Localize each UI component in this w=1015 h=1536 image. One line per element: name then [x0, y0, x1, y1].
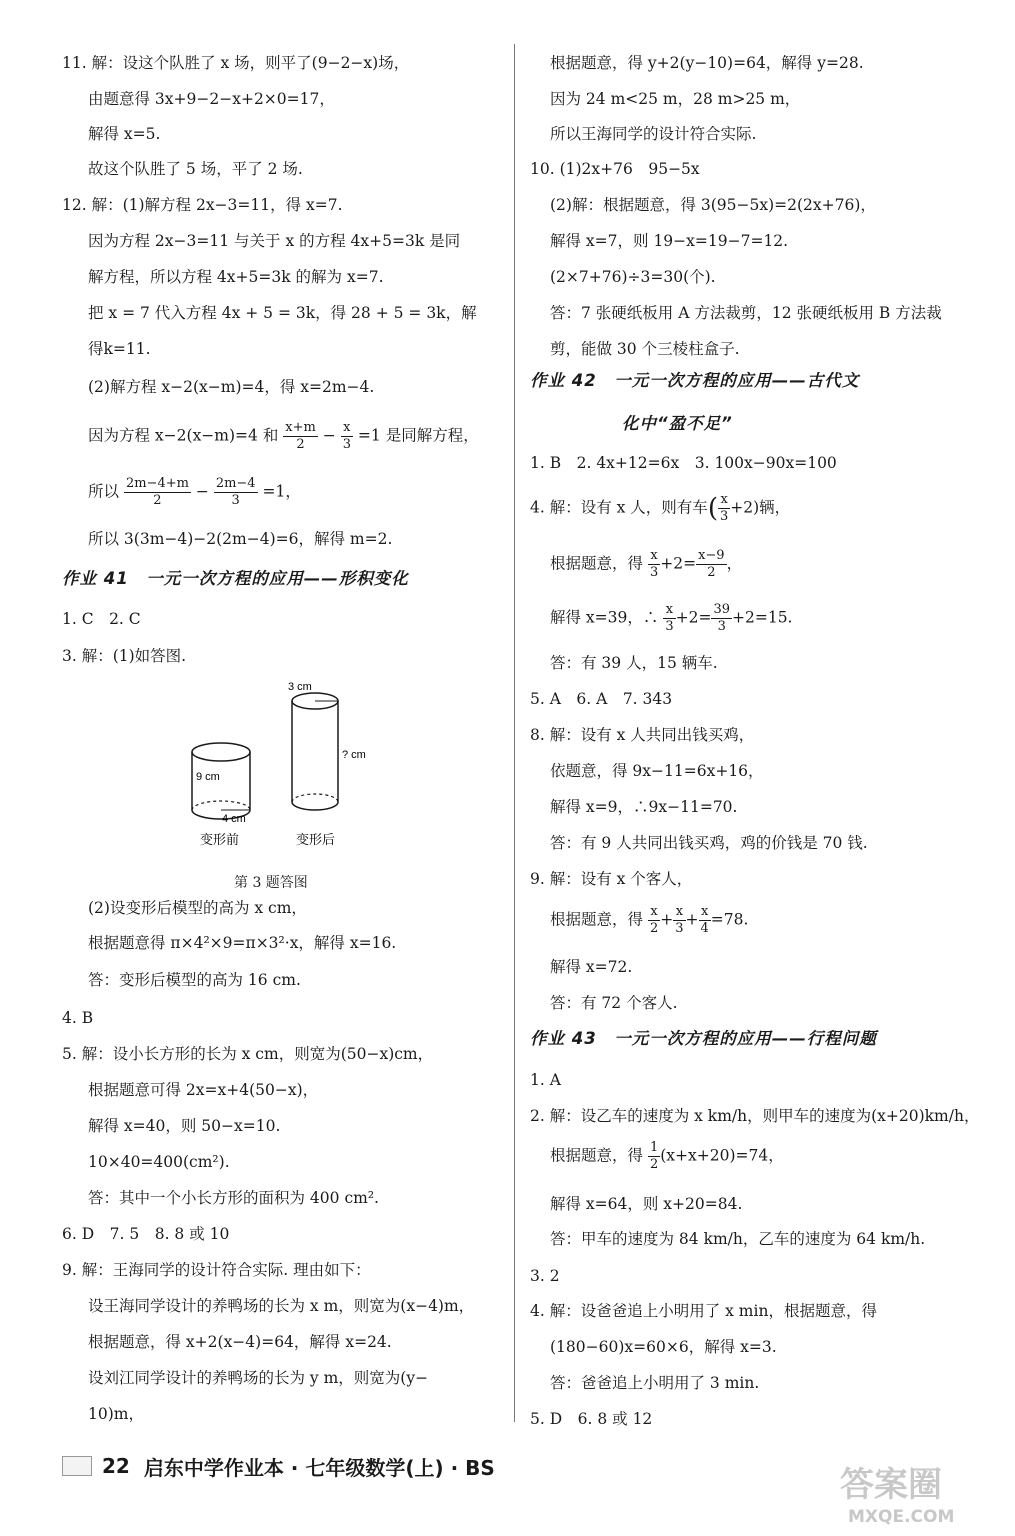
- left4-line-13: 设刘江同学设计的养鸭场的长为 y m，则宽为(y−: [88, 1369, 429, 1387]
- right4-line-1: 答：有 72 个客人.: [550, 994, 678, 1012]
- right6-line-5: 答：爸爸追上小明用了 3 min.: [550, 1374, 760, 1392]
- equation-line-2: 所以 $\frac{2m-4+m}{2}$ − $\frac{2m-4}{3}$ =1，: [88, 476, 301, 508]
- left-line-0: 11. 解：设这个队胜了 x 场，则平了(9−2−x)场，: [62, 54, 410, 72]
- right3-line-4: 解得 x=9，∴9x−11=70.: [550, 798, 738, 816]
- left4-line-4: 5. 解：设小长方形的长为 x cm，则宽为(50−x)cm，: [62, 1045, 434, 1063]
- left-line-1: 由题意得 3x+9−2−x+2×0=17，: [88, 90, 335, 108]
- right5-line-1: 2. 解：设乙车的速度为 x km/h，则甲车的速度为(x+20)km/h，: [530, 1107, 980, 1125]
- left-line-7: 把 x = 7 代入方程 4x + 5 = 3k，得 28 + 5 = 3k，解: [88, 304, 477, 322]
- left4-line-7: 10×40=400(cm²).: [88, 1153, 230, 1171]
- section-heading-42-cont: 化中“盈不足”: [622, 414, 733, 433]
- equation-line-1: 因为方程 x−2(x−m)=4 和 $\frac{x+m}{2}$ − $\frac{x}{3}$ =1 是同解方程，: [88, 420, 479, 452]
- r-equation-5: 根据题意，得 $\frac{1}{2}$ (x+x+20)=74，: [550, 1140, 784, 1172]
- r-equation-2: 根据题意，得 $\frac{x}{3}$ +2= $\frac{x-9}{2}$ ，: [550, 548, 743, 580]
- section-heading-41: 作业 41 一元一次方程的应用——形积变化: [62, 569, 409, 588]
- right6-line-0: 解得 x=64，则 x+20=84.: [550, 1195, 743, 1213]
- fig-top-radius: 3 cm: [288, 681, 312, 693]
- figure-caption: 第 3 题答图: [234, 875, 308, 891]
- footer-mark: [62, 1456, 92, 1476]
- section-heading-42: 作业 42 一元一次方程的应用——古代文: [530, 371, 860, 390]
- right-line-3: 10. (1)2x+76 95−5x: [530, 160, 700, 178]
- book-title: 启东中学作业本 · 七年级数学(上) · BS: [143, 1455, 495, 1480]
- page-number: 22: [102, 1454, 130, 1478]
- left4-line-0: (2)设变形后模型的高为 x cm，: [88, 899, 307, 917]
- left4-line-10: 9. 解：王海同学的设计符合实际. 理由如下：: [62, 1261, 371, 1279]
- right3-line-5: 答：有 9 人共同出钱买鸡，鸡的价钱是 70 钱.: [550, 834, 868, 852]
- column-divider: [514, 44, 515, 1422]
- left-line-2: 解得 x=5.: [88, 125, 161, 143]
- right-line-1: 因为 24 m<25 m，28 m>25 m，: [550, 90, 801, 108]
- left4-line-12: 根据题意，得 x+2(x−4)=64，解得 x=24.: [88, 1333, 392, 1351]
- left-line-6: 解方程，所以方程 4x+5=3k 的解为 x=7.: [88, 268, 384, 286]
- right6-line-1: 答：甲车的速度为 84 km/h，乙车的速度为 64 km/h.: [550, 1230, 926, 1248]
- left3-line-1: 3. 解：(1)如答图.: [62, 647, 187, 665]
- cylinder-figure: [182, 676, 382, 856]
- left3-line-0: 1. C 2. C: [62, 610, 141, 628]
- left2-line-0: 所以 3(3m−4)−2(2m−4)=6，解得 m=2.: [88, 530, 393, 548]
- right4-line-0: 解得 x=72.: [550, 958, 633, 976]
- left4-line-2: 答：变形后模型的高为 16 cm.: [88, 971, 301, 989]
- left-line-9: (2)解方程 x−2(x−m)=4，得 x=2m−4.: [88, 378, 375, 396]
- watermark-logo: [836, 1456, 986, 1528]
- left4-line-6: 解得 x=40，则 50−x=10.: [88, 1117, 281, 1135]
- right-line-8: 剪，能做 30 个三棱柱盒子.: [550, 340, 740, 358]
- left-line-5: 因为方程 2x−3=11 与关于 x 的方程 4x+5=3k 是同: [88, 232, 461, 250]
- r-equation-1: 4. 解：设有 x 人，则有车( $\frac{x}{3}$ +2)辆，: [530, 492, 791, 524]
- left4-line-5: 根据题意可得 2x=x+4(50−x)，: [88, 1081, 319, 1099]
- left4-line-9: 6. D 7. 5 8. 8 或 10: [62, 1225, 230, 1243]
- r-equation-4: 根据题意，得 $\frac{x}{2}$ + $\frac{x}{3}$ + $\frac{x}{4}$ =78.: [550, 904, 749, 936]
- right6-line-6: 5. D 6. 8 或 12: [530, 1410, 653, 1428]
- left4-line-8: 答：其中一个小长方形的面积为 400 cm².: [88, 1189, 379, 1207]
- left-line-4: 12. 解：(1)解方程 2x−3=11，得 x=7.: [62, 196, 343, 214]
- right2-line-0: 1. B 2. 4x+12=6x 3. 100x−90x=100: [530, 454, 837, 472]
- fig-after-label: 变形后: [296, 833, 336, 848]
- left4-line-3: 4. B: [62, 1009, 94, 1027]
- watermark-en: MXQE.COM: [848, 1507, 955, 1527]
- right-line-6: (2×7+76)÷3=30(个).: [550, 268, 716, 286]
- right-line-0: 根据题意，得 y+2(y−10)=64，解得 y=28.: [550, 54, 864, 72]
- left4-line-1: 根据题意得 π×4²×9=π×3²·x，解得 x=16.: [88, 934, 397, 952]
- left4-line-11: 设王海同学设计的养鸭场的长为 x m，则宽为(x−4)m，: [88, 1297, 475, 1315]
- right-line-7: 答：7 张硬纸板用 A 方法裁剪，12 张硬纸板用 B 方法裁: [550, 304, 942, 322]
- left-line-8: 得k=11.: [88, 340, 151, 358]
- right6-line-4: (180−60)x=60×6，解得 x=3.: [550, 1338, 777, 1356]
- right3-line-1: 5. A 6. A 7. 343: [530, 690, 673, 708]
- right5-line-0: 1. A: [530, 1071, 561, 1089]
- section-heading-43: 作业 43 一元一次方程的应用——行程问题: [530, 1029, 877, 1048]
- fig-before-label: 变形前: [200, 833, 240, 848]
- right3-line-2: 8. 解：设有 x 人共同出钱买鸡，: [530, 726, 755, 744]
- fig-before-height: 9 cm: [196, 771, 220, 783]
- right3-line-0: 答：有 39 人，15 辆车.: [550, 654, 718, 672]
- left4-line-14: 10)m，: [88, 1405, 144, 1423]
- right-line-2: 所以王海同学的设计符合实际.: [550, 125, 757, 143]
- right3-line-6: 9. 解：设有 x 个客人，: [530, 870, 693, 888]
- right6-line-3: 4. 解：设爸爸追上小明用了 x min，根据题意，得: [530, 1302, 877, 1320]
- fig-height-label: ? cm: [342, 749, 366, 761]
- right6-line-2: 3. 2: [530, 1267, 560, 1285]
- right3-line-3: 依题意，得 9x−11=6x+16，: [550, 762, 764, 780]
- right-line-4: (2)解：根据题意，得 3(95−5x)=2(2x+76)，: [550, 196, 876, 214]
- right-line-5: 解得 x=7，则 19−x=19−7=12.: [550, 232, 789, 250]
- fig-before-radius: 4 cm: [222, 813, 246, 825]
- r-equation-3: 解得 x=39，∴ $\frac{x}{3}$ +2= $\frac{39}{3}$ +2=15.: [550, 602, 793, 634]
- left-line-3: 故这个队胜了 5 场，平了 2 场.: [88, 160, 303, 178]
- watermark-cn: 答案圈: [840, 1465, 942, 1505]
- page-footer: [62, 1446, 495, 1486]
